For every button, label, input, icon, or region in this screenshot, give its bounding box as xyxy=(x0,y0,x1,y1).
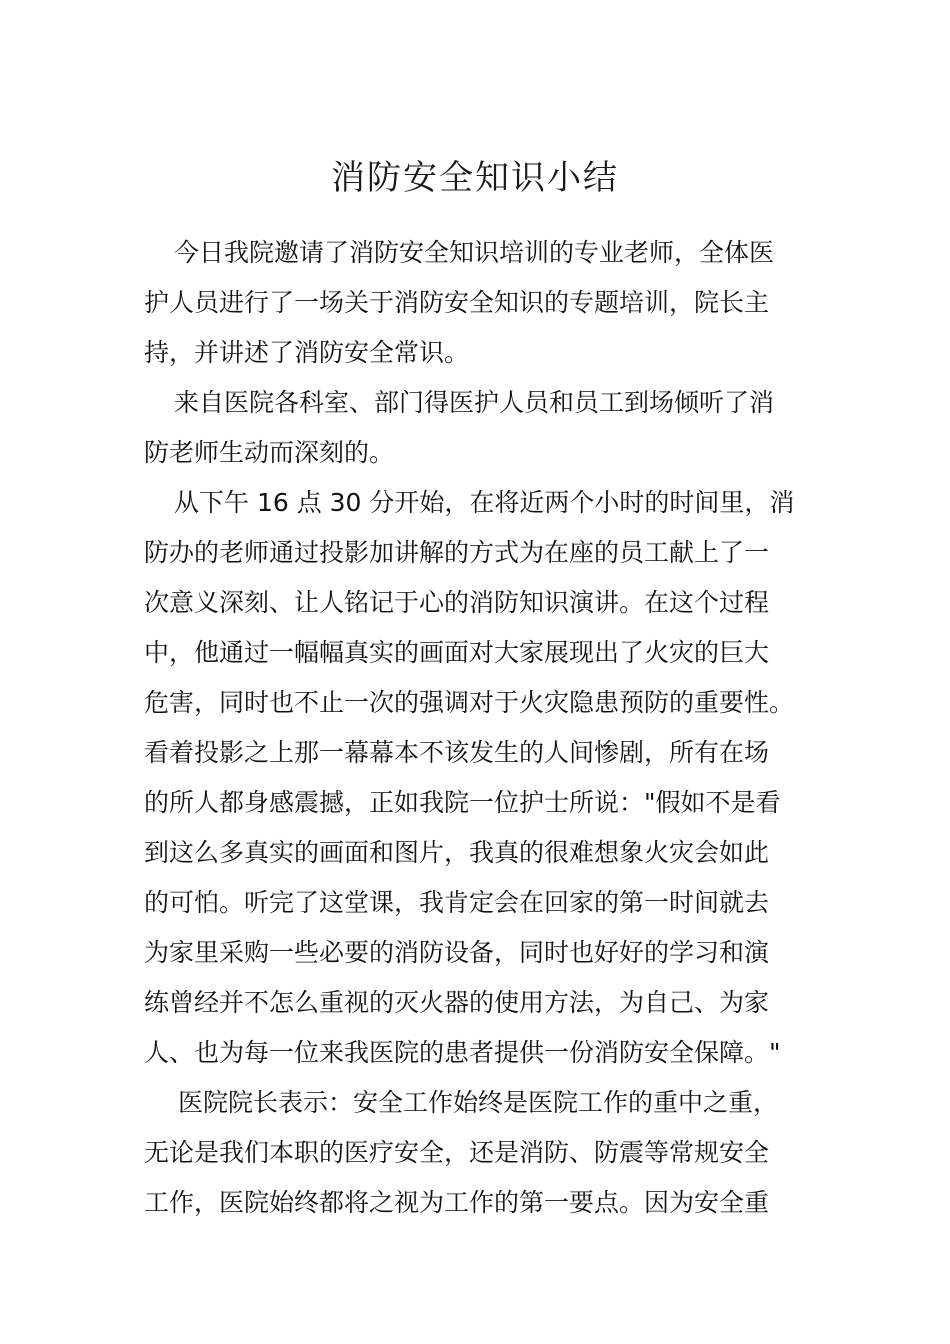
paragraph-3-line-9: 的可怕。听完了这堂课，我肯定会在回家的第一时间就去 xyxy=(144,888,770,917)
document-title: 消防安全知识小结 xyxy=(331,158,619,198)
paragraph-1-line-3: 持，并讲述了消防安全常识。 xyxy=(144,338,470,367)
document-body xyxy=(144,228,796,1228)
paragraph-3-line-2: 防办的老师通过投影加讲解的方式为在座的员工献上了一 xyxy=(144,538,770,567)
paragraph-3-line-1: 从下午 16 点 30 分开始，在将近两个小时的时间里，消 xyxy=(174,488,795,517)
paragraph-3-line-3: 次意义深刻、让人铭记于心的消防知识演讲。在这个过程 xyxy=(144,588,770,617)
paragraph-1-line-2: 护人员进行了一场关于消防安全知识的专题培训，院长主 xyxy=(144,288,770,317)
paragraph-3-line-5: 危害，同时也不止一次的强调对于火灾隐患预防的重要性。 xyxy=(144,688,795,717)
paragraph-3-line-7: 的所人都身感震撼，正如我院一位护士所说："假如不是看 xyxy=(144,788,781,817)
paragraph-3-line-10: 为家里采购一些必要的消防设备，同时也好好的学习和演 xyxy=(144,938,770,967)
paragraph-2-line-1: 来自医院各科室、部门得医护人员和员工到场倾听了消 xyxy=(174,388,775,417)
paragraph-2-line-2: 防老师生动而深刻的。 xyxy=(144,438,395,467)
paragraph-3-line-11: 练曾经并不怎么重视的灭火器的使用方法，为自己、为家 xyxy=(144,988,770,1017)
paragraph-4-line-2: 无论是我们本职的医疗安全，还是消防、防震等常规安全 xyxy=(144,1138,770,1167)
paragraph-4-line-3: 工作，医院始终都将之视为工作的第一要点。因为安全重 xyxy=(144,1188,770,1217)
paragraph-3-line-8: 到这么多真实的画面和图片，我真的很难想象火灾会如此 xyxy=(144,838,770,867)
paragraph-3-line-6: 看着投影之上那一幕幕本不该发生的人间惨剧，所有在场 xyxy=(144,738,770,767)
paragraph-3-line-12: 人、也为每一位来我医院的患者提供一份消防安全保障。" xyxy=(144,1038,781,1067)
paragraph-3-line-4: 中，他通过一幅幅真实的画面对大家展现出了火灾的巨大 xyxy=(144,638,770,667)
paragraph-4-line-1: 医院院长表示：安全工作始终是医院工作的重中之重， xyxy=(178,1088,779,1117)
paragraph-1-line-1: 今日我院邀请了消防安全知识培训的专业老师，全体医 xyxy=(174,238,775,267)
